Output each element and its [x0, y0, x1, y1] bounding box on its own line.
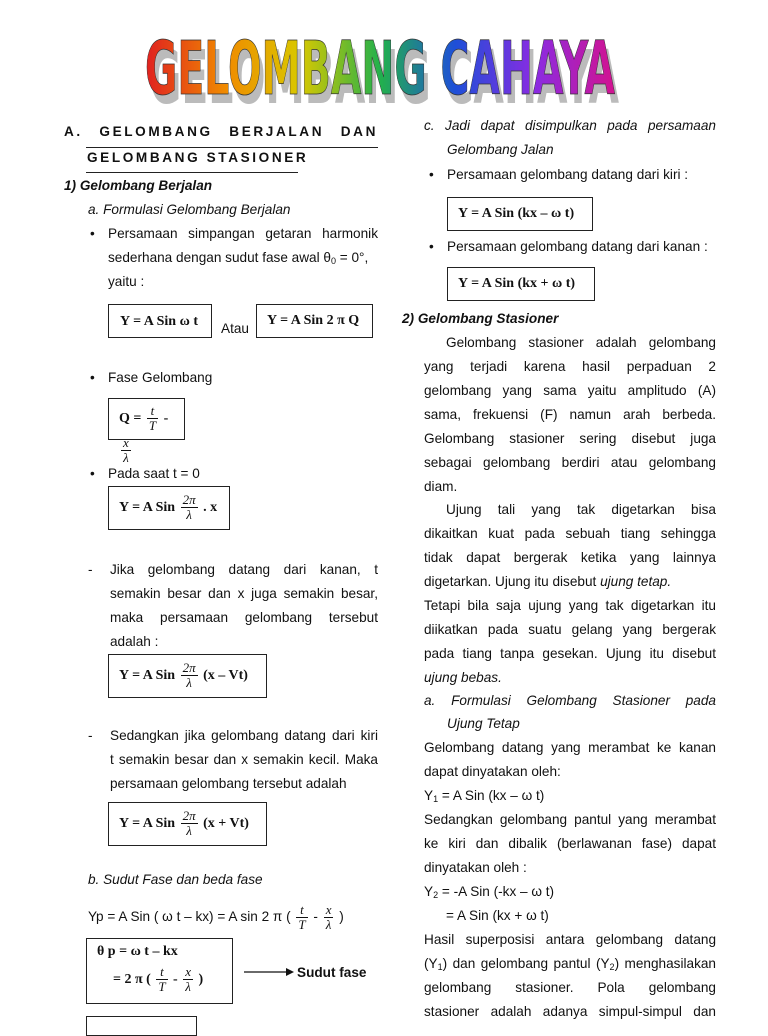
section-a-heading-2: GELOMBANG STASIONER	[87, 150, 309, 165]
paragraph-stasioner-definisi: Gelombang stasioner adalah gelombang yang terjadi karena hasil perpaduan 2 gelombang yang sama yaitu amplitudo (A) sama, frekuensi (F) namun arah berbeda. Gelombang stasioner sering disebut juga sebagai gelombang berdiri atau gelombang diam.	[424, 335, 716, 494]
subheading-formulasi-stasioner: a. Formulasi Gelombang Stasioner pada	[424, 693, 716, 708]
title-shadow: GELOMBANG CAHAYA	[149, 35, 619, 108]
equation-box-datang-kiri: Y = A Sin (kx – ω t)	[447, 197, 593, 231]
paragraph-dari-kiri: Sedangkan jika gelombang datang dari kiri t semakin besar dan x semakin kecil. Maka persamaan gelombang tersebut adalah	[110, 728, 378, 791]
arrow-icon	[244, 965, 294, 979]
subheading-sudut-fase: b. Sudut Fase dan beda fase	[88, 872, 263, 887]
paragraph-ujung-tali: Ujung tali yang tak digetarkan bisa dikaitkan kuat pada sebuah tiang sehingga tidak dapat bergerak ketika yang lainnya digetarkan. Ujung itu disebut ujung tetap. Tetapi bila saja ujung yang tak digetarkan itu diikatkan pada suatu gelang yang bergerak pada tiang tanpa gesekan. Ujung itu disebut ujung bebas.	[424, 498, 716, 690]
subheading-kesimpulan: c. Jadi dapat disimpulkan pada persamaan	[424, 118, 716, 133]
equation-box-t0: Y = A Sin $\frac{2\pi}{\lambda}$ . x	[108, 486, 230, 530]
subheading-kesimpulan-2: Gelombang Jalan	[447, 142, 554, 157]
sudut-fase-label: Sudut fase	[297, 965, 367, 980]
subheading-gelombang-berjalan: 1) Gelombang Berjalan	[64, 178, 213, 193]
bullet-pada-saat-t0: • Pada saat t = 0	[108, 462, 200, 486]
subheading-gelombang-stasioner: 2) Gelombang Stasioner	[402, 311, 559, 326]
equation-box-kiri: Y = A Sin $\frac{2\pi}{\lambda}$ (x + Vt)	[108, 802, 267, 846]
paragraph-gelombang-datang: Gelombang datang yang merambat ke kanan dapat dinyatakan oleh: $Y_1 = A$ Sin (kx – ω t) Sedangkan gelombang pantul yang merambat ke kiri dan dibalik (berlawanan fase) dapat dinyatakan oleh : $Y_2 = -A$ Sin (-kx – ω t) = A Sin (kx + ω t) Hasil superposisi antara gelombang datang $(Y_1)$ dan gelombang pantul $(Y_2)$ menghasilakan gelombang stasioner. Pola gelombang stasioner adalah adanya simpul-simpul dan	[424, 740, 716, 1019]
term-ujung-tetap: ujung tetap.	[600, 574, 672, 589]
subheading-formulasi-stasioner-2: Ujung Tetap	[447, 716, 520, 731]
term-ujung-bebas: ujung bebas.	[424, 670, 502, 685]
equation-box-cutoff	[86, 1016, 197, 1036]
bullet-datang-kanan: • Persamaan gelombang datang dari kanan :	[447, 235, 708, 259]
subheading-formulasi: a. Formulasi Gelombang Berjalan	[88, 202, 291, 217]
bullet-datang-kiri: • Persamaan gelombang datang dari kiri :	[447, 163, 688, 187]
page-title: GELOMBANG CAHAYA	[145, 30, 615, 108]
equation-box-datang-kanan: Y = A Sin (kx + ω t)	[447, 267, 595, 301]
section-a-heading-1: A. GELOMBANG BERJALAN DAN	[64, 124, 378, 139]
bullet-persamaan-simpangan: • Persamaan simpangan getaran harmonik sederhana dengan sudut fase awal $\theta_0 = 0^\circ$, yaitu :	[108, 222, 378, 294]
equation-box-1: Y = A Sin ω t	[108, 304, 212, 338]
yp-equation: Yp = A Sin ( ω t – kx) = A sin 2 π ( $\frac{t}{T}$ - $\frac{x}{\lambda}$ )	[88, 901, 344, 932]
equation-box-kanan: Y = A Sin $\frac{2\pi}{\lambda}$ (x – Vt)	[108, 654, 267, 698]
atau-label: Atau	[221, 321, 249, 336]
paragraph-dari-kanan: Jika gelombang datang dari kanan, t semakin besar dan x juga semakin besar, maka persamaan gelombang tersebut adalah :	[110, 562, 378, 649]
bullet-fase-gelombang: • Fase Gelombang	[108, 366, 212, 390]
equation-box-fase: Q = $\frac{t}{T}$ - $\frac{x}{\lambda}$	[108, 398, 185, 440]
title-wordart	[140, 30, 620, 108]
equation-box-2: Y = A Sin 2 π Q	[256, 304, 373, 338]
equation-box-sudut-fase: θ p = ω t – kx = 2 π ( $\frac{t}{T}$ - $\frac{x}{\lambda}$ )	[86, 938, 233, 1004]
